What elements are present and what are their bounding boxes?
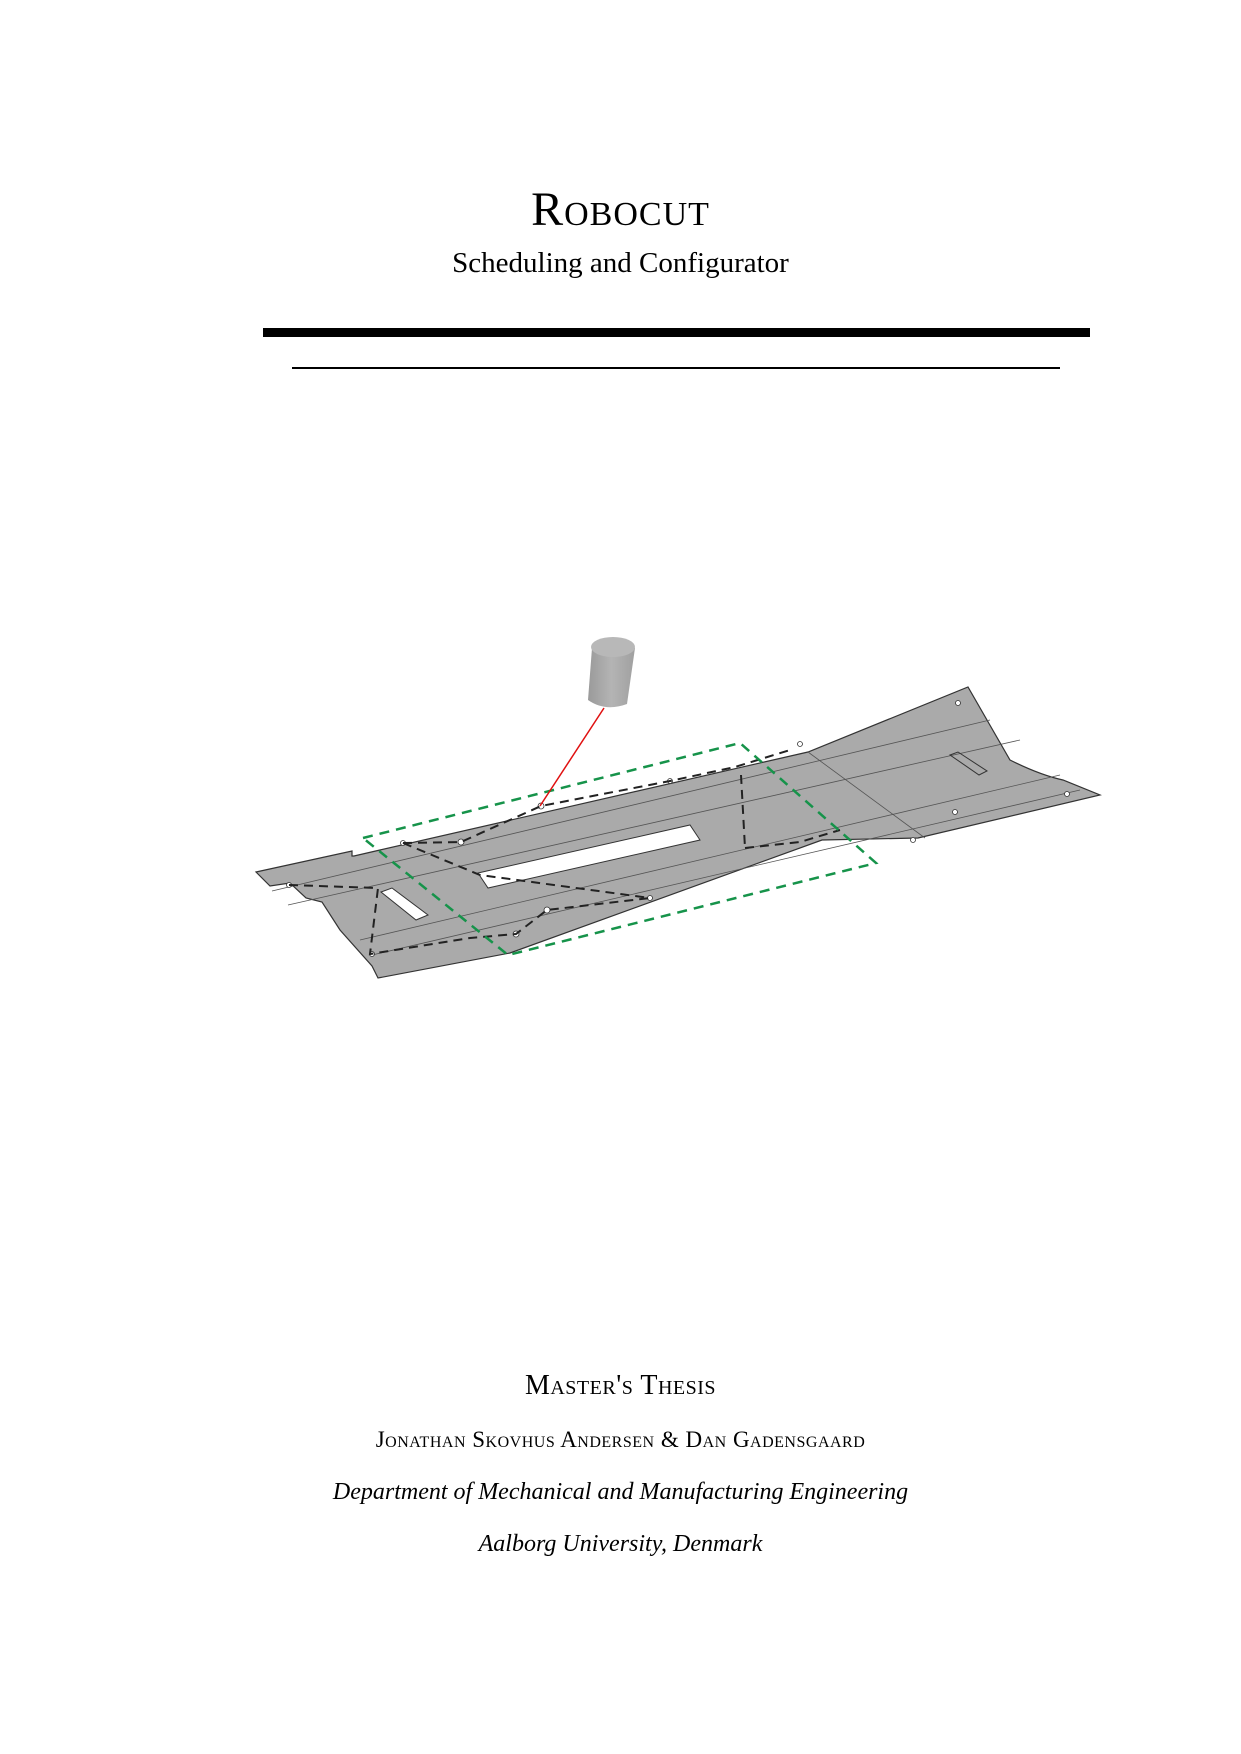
laser-beam	[540, 708, 604, 806]
thin-title-rule	[292, 367, 1060, 369]
thick-title-rule	[263, 328, 1090, 337]
document-subtitle: Scheduling and Configurator	[452, 247, 789, 279]
university: Aalborg University, Denmark	[478, 1531, 763, 1557]
document-type: Master's Thesis	[524, 1370, 717, 1401]
cover-figure	[0, 600, 1241, 1000]
cutting-head-icon	[588, 637, 635, 707]
department: Department of Mechanical and Manufacturing Engineering	[332, 1479, 909, 1505]
authors: Jonathan Skovhus Andersen & Dan Gadensgaard	[375, 1427, 866, 1452]
document-title: Robocut	[531, 183, 710, 236]
